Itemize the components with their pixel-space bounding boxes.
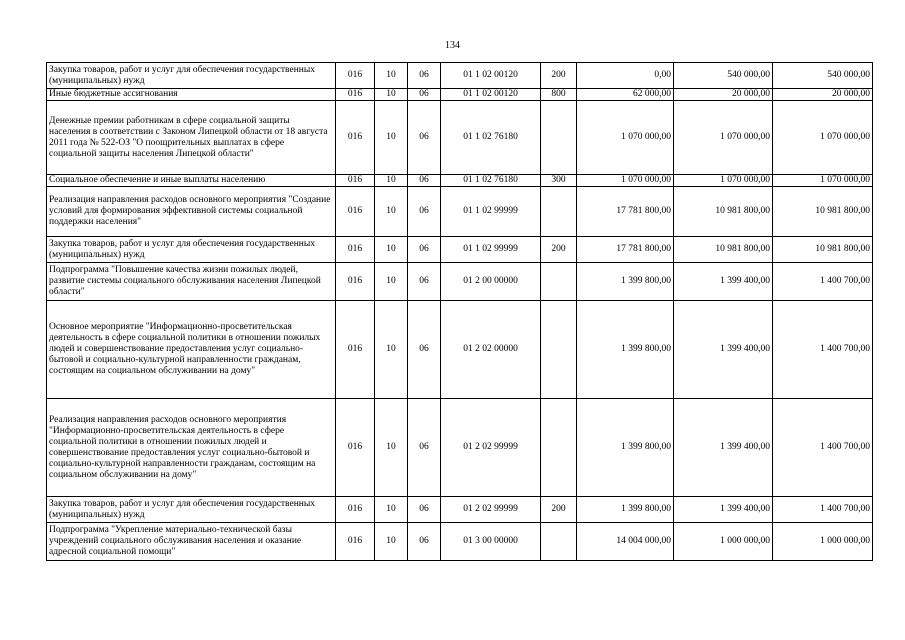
cell-target-article: 01 2 02 99999: [441, 399, 541, 497]
cell-amount-3: 1 070 000,00: [773, 175, 873, 187]
cell-amount-3: 1 400 700,00: [773, 399, 873, 497]
cell-ministry-code: 016: [336, 399, 375, 497]
cell-ministry-code: 016: [336, 523, 375, 561]
table-row: [47, 237, 873, 263]
cell-expense-kind: [541, 523, 577, 561]
table-row: [47, 263, 873, 301]
cell-section-code: 10: [375, 89, 408, 101]
cell-target-article: 01 1 02 76180: [441, 101, 541, 175]
cell-amount-1: 0,00: [577, 63, 674, 89]
cell-target-article: 01 1 02 99999: [441, 187, 541, 237]
cell-section-code: 10: [375, 175, 408, 187]
cell-amount-1: 1 399 800,00: [577, 497, 674, 523]
cell-expense-kind: [541, 399, 577, 497]
cell-target-article: 01 1 02 76180: [441, 175, 541, 187]
cell-amount-1: 17 781 800,00: [577, 187, 674, 237]
cell-target-article: 01 1 02 00120: [441, 63, 541, 89]
cell-amount-2: 1 399 400,00: [674, 497, 773, 523]
cell-amount-2: 10 981 800,00: [674, 187, 773, 237]
table-row: [47, 301, 873, 399]
budget-table-body: [47, 63, 873, 561]
cell-name: Закупка товаров, работ и услуг для обеспечения государственных (муниципальных) нужд: [47, 63, 336, 89]
cell-section-code: 10: [375, 63, 408, 89]
cell-ministry-code: 016: [336, 263, 375, 301]
cell-section-code: 10: [375, 187, 408, 237]
cell-subsection-code: 06: [408, 523, 441, 561]
cell-subsection-code: 06: [408, 399, 441, 497]
cell-ministry-code: 016: [336, 237, 375, 263]
cell-expense-kind: [541, 263, 577, 301]
cell-section-code: 10: [375, 399, 408, 497]
cell-target-article: 01 2 00 00000: [441, 263, 541, 301]
budget-table: [46, 62, 873, 561]
cell-amount-1: 1 399 800,00: [577, 399, 674, 497]
cell-amount-3: 20 000,00: [773, 89, 873, 101]
cell-amount-2: 1 070 000,00: [674, 101, 773, 175]
cell-ministry-code: 016: [336, 301, 375, 399]
cell-ministry-code: 016: [336, 101, 375, 175]
cell-subsection-code: 06: [408, 497, 441, 523]
cell-amount-2: 1 070 000,00: [674, 175, 773, 187]
cell-name: Закупка товаров, работ и услуг для обеспечения государственных (муниципальных) нужд: [47, 237, 336, 263]
cell-subsection-code: 06: [408, 89, 441, 101]
cell-amount-3: 1 000 000,00: [773, 523, 873, 561]
cell-expense-kind: 300: [541, 175, 577, 187]
cell-amount-2: 20 000,00: [674, 89, 773, 101]
cell-target-article: 01 1 02 99999: [441, 237, 541, 263]
cell-section-code: 10: [375, 523, 408, 561]
cell-amount-1: 1 070 000,00: [577, 175, 674, 187]
cell-subsection-code: 06: [408, 263, 441, 301]
cell-expense-kind: [541, 187, 577, 237]
cell-name: Денежные премии работникам в сфере социальной защиты населения в соответствии с Законом Липецкой области от 18 августа 2011 года № 522-ОЗ "О поощрительных выплатах в сфере социальной защиты населения Липецкой области": [47, 101, 336, 175]
cell-name: Подпрограмма "Повышение качества жизни пожилых людей, развитие системы социального обслуживания населения Липецкой области": [47, 263, 336, 301]
cell-ministry-code: 016: [336, 497, 375, 523]
cell-amount-2: 1 399 400,00: [674, 301, 773, 399]
cell-name: Реализация направления расходов основного мероприятия "Информационно-просветительская деятельность в сфере социальной политики в отношении пожилых людей и совершенствование предоставления услуг социально-бытовой и социально-культурной направленности гражданам, состоящим на социальном обслуживании на дому": [47, 399, 336, 497]
cell-expense-kind: [541, 301, 577, 399]
cell-ministry-code: 016: [336, 63, 375, 89]
table-row: [47, 399, 873, 497]
table-row: [47, 497, 873, 523]
cell-amount-3: 1 400 700,00: [773, 301, 873, 399]
page-number: 134: [445, 40, 460, 51]
cell-amount-1: 17 781 800,00: [577, 237, 674, 263]
table-row: [47, 175, 873, 187]
cell-expense-kind: 200: [541, 497, 577, 523]
table-row: [47, 89, 873, 101]
cell-target-article: 01 1 02 00120: [441, 89, 541, 101]
table-row: [47, 101, 873, 175]
cell-expense-kind: 200: [541, 63, 577, 89]
cell-amount-3: 1 400 700,00: [773, 497, 873, 523]
cell-target-article: 01 3 00 00000: [441, 523, 541, 561]
cell-amount-3: 1 400 700,00: [773, 263, 873, 301]
cell-subsection-code: 06: [408, 301, 441, 399]
cell-amount-2: 540 000,00: [674, 63, 773, 89]
cell-ministry-code: 016: [336, 187, 375, 237]
cell-subsection-code: 06: [408, 175, 441, 187]
cell-name: Иные бюджетные ассигнования: [47, 89, 336, 101]
cell-amount-2: 1 399 400,00: [674, 263, 773, 301]
table-row: [47, 523, 873, 561]
cell-subsection-code: 06: [408, 237, 441, 263]
cell-name: Социальное обеспечение и иные выплаты населению: [47, 175, 336, 187]
cell-amount-1: 1 399 800,00: [577, 263, 674, 301]
cell-amount-2: 1 000 000,00: [674, 523, 773, 561]
cell-ministry-code: 016: [336, 89, 375, 101]
cell-section-code: 10: [375, 263, 408, 301]
cell-amount-1: 62 000,00: [577, 89, 674, 101]
cell-amount-1: 1 070 000,00: [577, 101, 674, 175]
cell-amount-2: 1 399 400,00: [674, 399, 773, 497]
cell-target-article: 01 2 02 00000: [441, 301, 541, 399]
cell-expense-kind: [541, 101, 577, 175]
cell-expense-kind: 200: [541, 237, 577, 263]
cell-section-code: 10: [375, 301, 408, 399]
cell-subsection-code: 06: [408, 63, 441, 89]
table-row: [47, 63, 873, 89]
cell-amount-3: 540 000,00: [773, 63, 873, 89]
cell-expense-kind: 800: [541, 89, 577, 101]
cell-subsection-code: 06: [408, 187, 441, 237]
cell-amount-1: 14 004 000,00: [577, 523, 674, 561]
cell-ministry-code: 016: [336, 175, 375, 187]
cell-name: Реализация направления расходов основного мероприятия "Создание условий для формирования эффективной системы социальной поддержки населения": [47, 187, 336, 237]
cell-name: Основное мероприятие "Информационно-просветительская деятельность в сфере социальной политики в отношении пожилых людей и совершенствование предоставления услуг социально-бытовой и социально-культурной направленности гражданам, состоящим на социальном обслуживании на дому": [47, 301, 336, 399]
cell-amount-1: 1 399 800,00: [577, 301, 674, 399]
cell-amount-3: 10 981 800,00: [773, 237, 873, 263]
cell-name: Подпрограмма "Укрепление материально-технической базы учреждений социального обслуживания населения и оказание адресной социальной помощи": [47, 523, 336, 561]
table-row: [47, 187, 873, 237]
cell-section-code: 10: [375, 237, 408, 263]
cell-name: Закупка товаров, работ и услуг для обеспечения государственных (муниципальных) нужд: [47, 497, 336, 523]
cell-target-article: 01 2 02 99999: [441, 497, 541, 523]
cell-section-code: 10: [375, 497, 408, 523]
cell-section-code: 10: [375, 101, 408, 175]
cell-amount-3: 1 070 000,00: [773, 101, 873, 175]
cell-amount-3: 10 981 800,00: [773, 187, 873, 237]
cell-amount-2: 10 981 800,00: [674, 237, 773, 263]
cell-subsection-code: 06: [408, 101, 441, 175]
